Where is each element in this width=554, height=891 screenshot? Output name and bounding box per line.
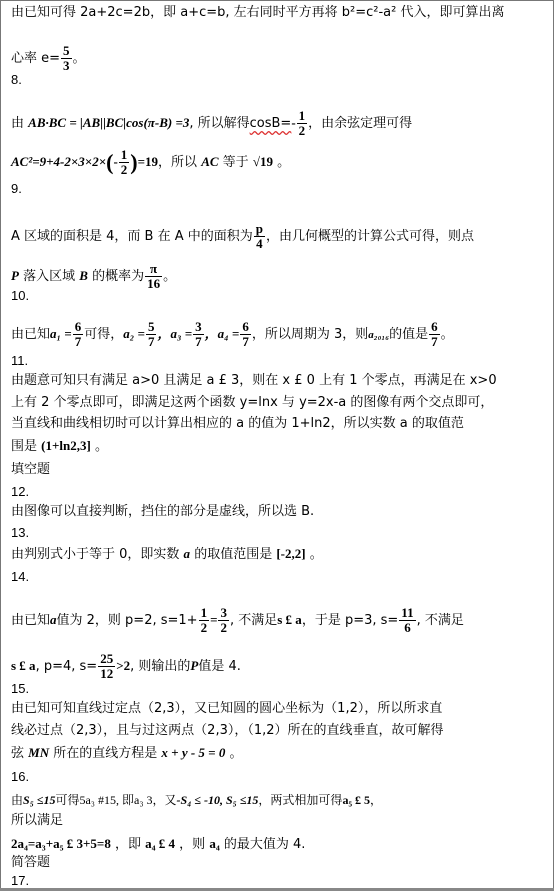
math-variable: a — [183, 546, 191, 561]
fraction — [193, 320, 204, 349]
denominator: 2 — [200, 620, 208, 635]
fraction — [199, 606, 210, 635]
fraction — [218, 606, 229, 635]
text: 。 — [72, 51, 86, 66]
math-variable: MN — [28, 745, 50, 760]
denominator: 2 — [298, 123, 306, 138]
math-expression: AB·BC = |AB||BC|cos(π-B) =3 — [28, 115, 190, 130]
text: 16. — [11, 769, 30, 784]
question-number — [11, 180, 546, 198]
text: 。 — [309, 547, 323, 562]
denominator: 12 — [100, 666, 114, 681]
text: 的概率为 — [92, 269, 145, 284]
math-expression: [-2,2] — [276, 546, 306, 561]
question-number — [11, 352, 546, 370]
numerator: 25 — [100, 651, 114, 666]
math-expression: (1+ln2,3] — [41, 438, 91, 453]
text: 的最大值为 4. — [223, 837, 306, 852]
math-variable: B — [79, 268, 88, 283]
question-number — [11, 768, 546, 786]
math-variable: a — [50, 612, 57, 627]
math-expression: =19 — [137, 154, 159, 169]
text: 13. — [11, 525, 30, 540]
fraction — [254, 222, 265, 251]
text: 当直线和曲线相切时可以计算出相应的 a 的值为 1+ln2，所以实数 a 的取值范 — [11, 416, 464, 431]
text: 所在的直线方程是 — [53, 746, 158, 761]
text: 。 — [440, 327, 454, 342]
text: 等于 — [222, 155, 249, 170]
text-line — [11, 372, 546, 390]
text-line — [11, 791, 546, 809]
denominator: 7 — [74, 334, 82, 349]
math-variable: a₄ — [209, 836, 220, 851]
math-expression: S₅ ≤15 — [23, 793, 56, 807]
text-line — [11, 222, 546, 251]
text: 线必过点（2,3），且与过这两点（2,3），（1,2）所在的直线垂直，故可解得 — [11, 723, 444, 738]
text-line — [11, 503, 546, 521]
text: 弦 — [11, 746, 25, 761]
question-number — [11, 71, 546, 89]
numerator: 3 — [195, 319, 202, 334]
math-variable: ，a₄ = — [204, 326, 240, 341]
math-variable: a₂ = — [123, 326, 145, 341]
text: 12. — [11, 484, 30, 499]
math-variable: a₂₀₁₆ — [368, 329, 390, 341]
text-line: 由 AB·BC = |AB||BC|cos(π-B) =3, 所以解得cosB=- $\frac{1}{2}$ ，由余弦定理可得 — [11, 108, 413, 138]
text: 心率 e= — [11, 51, 61, 66]
text: 落入区域 — [23, 269, 76, 284]
text: 值是 4. — [198, 659, 241, 674]
text: 的值是 — [389, 327, 429, 342]
text: 由判别式小于等于 0，即实数 — [11, 547, 180, 562]
text: ，所以周期为 3，则 — [251, 327, 369, 342]
text: 值为 2，则 p=2, s=1+ — [56, 613, 198, 628]
question-number — [11, 287, 546, 305]
numerator: 11 — [401, 605, 414, 620]
math-variable: a₁ = — [50, 326, 72, 341]
numerator: p — [255, 221, 264, 236]
math-expression: a₄ £ 4 — [145, 836, 176, 851]
text: 所以满足 — [11, 813, 64, 828]
text: ，由余弦定理可得 — [308, 116, 413, 131]
text: 可得 — [55, 793, 80, 807]
text-line — [11, 812, 546, 830]
text-line — [11, 545, 546, 564]
text: , 不满足 — [416, 613, 464, 628]
text: ，两式相加可得 — [258, 793, 343, 807]
text-line — [11, 835, 546, 854]
question-number — [11, 680, 546, 698]
numerator: 3 — [220, 605, 227, 620]
text-line — [11, 700, 546, 718]
denominator: 4 — [256, 236, 263, 251]
text: A 区域的面积是 4，而 B 在 A 中的面积为 — [11, 229, 253, 244]
text: = — [210, 612, 218, 627]
text: 9. — [11, 181, 22, 196]
text-line — [11, 652, 546, 681]
text: 由题意可知只有满足 a>0 且满足 a £ 3，则在 x £ 0 上有 1 个零点，再满足在 x>0 — [11, 373, 497, 388]
text: 围是 — [11, 439, 38, 454]
math-expression: √19 — [252, 154, 273, 169]
text: ，则 — [179, 837, 206, 852]
section-heading — [11, 854, 546, 872]
text: ，由几何概型的计算公式可得，则点 — [266, 229, 475, 244]
math-expression: s £ a — [11, 658, 36, 673]
numerator: 5 — [147, 319, 155, 334]
text: 15. — [11, 681, 30, 696]
text-line — [11, 744, 546, 763]
text: 由已知可得 2a+2c=2b，即 a+c=b, 左右同时平方再将 b²=c²-a² 代入，即可算出离 — [11, 5, 505, 20]
denominator: 2 — [120, 162, 128, 177]
text-line — [11, 320, 546, 349]
section-heading — [11, 461, 546, 479]
denominator: 7 — [431, 334, 438, 349]
text: 8. — [11, 72, 22, 87]
denominator: 7 — [195, 334, 202, 349]
question-number — [11, 524, 546, 542]
text-line — [11, 606, 546, 635]
text: 由 — [11, 116, 25, 131]
fraction — [429, 320, 440, 349]
math-expression: x + y - 5 = 0 — [161, 745, 226, 760]
numerator: 1 — [120, 147, 128, 162]
text: 的取值范围是 — [194, 547, 273, 562]
denominator: 16 — [147, 276, 161, 291]
text: 由已知 — [11, 327, 51, 342]
math-expression: 5a₃ #15, 即a₃ 3 — [79, 793, 153, 807]
text: ，所以 — [158, 155, 198, 170]
math-expression: -S₄ ≤ -10, S₅ ≤15 — [176, 793, 259, 807]
text: , p=4, s= — [35, 659, 98, 674]
denominator: 7 — [147, 334, 155, 349]
text-line: AC²=9+4-2×3×2×(- $\frac{1}{2}$ )=19，所以 AC 等于 √19 。 — [11, 147, 291, 177]
fraction — [297, 109, 308, 138]
question-number — [11, 483, 546, 501]
text: ，于是 p=3, s= — [301, 613, 399, 628]
math-variable: ，a₃ = — [157, 326, 193, 341]
denominator: 3 — [63, 58, 70, 73]
denominator: 2 — [220, 620, 227, 635]
fraction — [146, 320, 157, 349]
text: 由 — [11, 793, 24, 807]
text: ， — [370, 793, 383, 807]
denominator: 6 — [404, 620, 411, 635]
text: 。 — [163, 269, 177, 284]
text: , 则输出的 — [130, 659, 191, 674]
fraction — [119, 148, 130, 177]
math-expression: s £ a — [277, 612, 302, 627]
numerator: 6 — [242, 319, 249, 334]
math-expression: AC²=9+4-2×3×2× — [11, 154, 107, 169]
text-line — [11, 437, 546, 456]
text-line — [11, 4, 546, 22]
text: ，又 — [152, 793, 177, 807]
denominator: 7 — [242, 334, 249, 349]
math-expression: a₅ £ 5 — [342, 793, 371, 807]
fraction — [240, 320, 251, 349]
text-line — [11, 394, 546, 412]
text: 14. — [11, 569, 30, 584]
text: 填空题 — [11, 462, 51, 477]
numerator: 1 — [298, 108, 306, 123]
text: 。 — [229, 746, 243, 761]
fraction — [98, 652, 115, 681]
text-line — [11, 415, 546, 433]
math-expression: cosB= — [249, 116, 292, 131]
text: 11. — [11, 353, 29, 368]
text-line — [11, 44, 546, 73]
numerator: 6 — [74, 319, 82, 334]
math-expression: 2a₄=a₃+a₅ £ 3+5=8 — [11, 836, 111, 851]
fraction — [73, 320, 84, 349]
text: , 所以解得 — [189, 116, 250, 131]
text: 由已知 — [11, 613, 51, 628]
math-variable: AC — [201, 154, 219, 169]
numerator: 5 — [63, 43, 70, 58]
numerator: 6 — [431, 319, 438, 334]
numerator: π — [145, 262, 162, 277]
text: 由已知可知直线过定点（2,3），又已知圆的圆心坐标为（1,2），所以所求直 — [11, 701, 443, 716]
math-expression: >2 — [116, 658, 131, 673]
fraction — [61, 44, 72, 73]
text: 10. — [11, 288, 30, 303]
fraction — [399, 606, 415, 635]
text: ，即 — [114, 837, 141, 852]
text: , 不满足 — [229, 613, 278, 628]
text: 上有 2 个零点即可，即满足这两个函数 y=lnx 与 y=2x-a 的图像有两个交点即可， — [11, 395, 494, 410]
text: 。 — [277, 155, 291, 170]
math-variable: P — [11, 268, 19, 283]
math-variable: P — [190, 658, 199, 673]
text: 由图像可以直接判断，挡住的部分是虚线，所以选 B. — [11, 504, 315, 519]
question-number — [11, 568, 546, 586]
text: 。 — [94, 439, 108, 454]
numerator: 1 — [200, 605, 208, 620]
text: 简答题 — [11, 855, 51, 870]
text: 17. — [11, 873, 30, 888]
text-line — [11, 722, 546, 740]
text: 可得， — [84, 327, 124, 342]
